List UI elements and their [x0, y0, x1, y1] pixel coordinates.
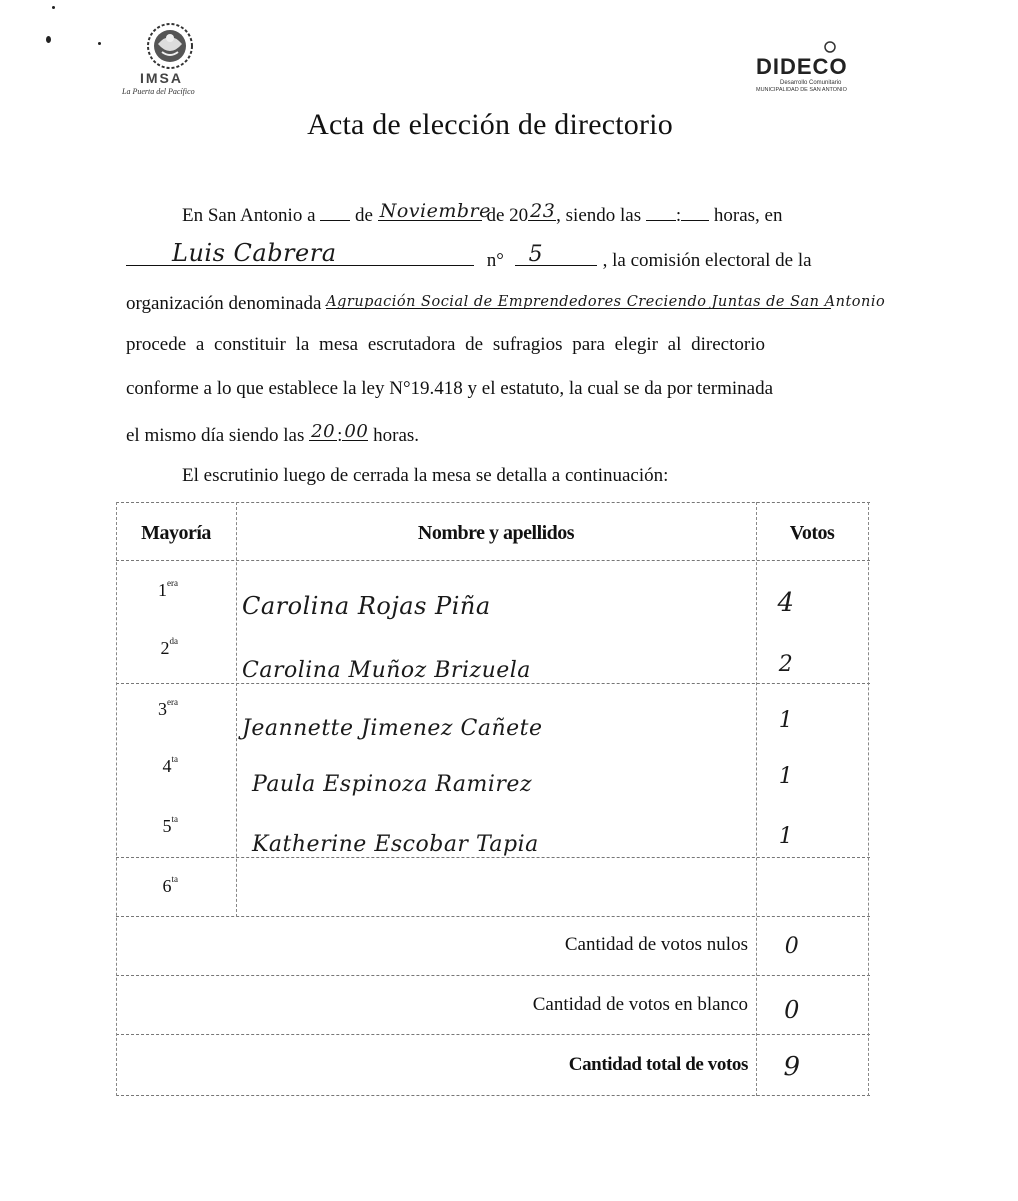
text-mismo-dia: el mismo día siendo las — [126, 425, 305, 446]
dideco-logo — [752, 40, 862, 100]
scan-speck — [52, 6, 55, 9]
text-colon-2: : — [337, 425, 343, 446]
text-en-san-antonio: En San Antonio a — [182, 205, 316, 226]
number-handwritten: 5 — [528, 242, 544, 267]
end-minute-field — [342, 422, 368, 441]
page-title: Acta de elección de directorio — [307, 108, 673, 141]
text-siendo-las: , siendo las — [556, 205, 642, 226]
total-votes-value: 9 — [783, 1052, 801, 1082]
candidate-votes: 2 — [778, 652, 794, 677]
street-handwritten: Luis Cabrera — [172, 239, 337, 267]
text-de: de — [355, 205, 373, 226]
scan-speck — [46, 36, 51, 43]
candidate-name: Paula Espinoza Ramirez — [252, 772, 533, 797]
number-field — [515, 242, 597, 267]
organization-line — [126, 290, 886, 315]
organization-field — [326, 290, 886, 310]
table-border-left — [116, 502, 117, 1096]
candidate-votes: 4 — [777, 588, 795, 618]
text-escrutinio: El escrutinio luego de cerrada la mesa se detalla a continuación: — [182, 465, 669, 486]
text-colon: : — [675, 205, 682, 226]
table-column-divider — [236, 502, 237, 917]
dideco-subtitle-2: MUNICIPALIDAD DE SAN ANTONIO — [756, 87, 847, 93]
text-numero: n° — [486, 250, 504, 271]
dideco-subtitle: Desarrollo Comunitario — [780, 80, 842, 86]
text-horas-en: horas, en — [713, 205, 783, 226]
dideco-mark-icon — [822, 40, 838, 54]
total-votes-label: Cantidad total de votos — [568, 1054, 748, 1075]
year-handwritten: 23 — [530, 200, 556, 222]
text-de-20: de 20 — [486, 205, 529, 226]
end-time-line — [126, 422, 419, 447]
street-field — [126, 239, 474, 267]
rank-2: $2^{da}$ — [160, 636, 178, 658]
end-hour-field — [309, 422, 337, 441]
results-table — [116, 502, 870, 1096]
text-horas: horas. — [373, 425, 420, 446]
candidate-name: Jeannette Jimenez Cañete — [242, 716, 543, 741]
rank-3: $3^{era}$ — [158, 697, 178, 719]
year-field — [528, 202, 556, 221]
text-organizacion: organización denominada — [126, 293, 322, 314]
candidate-name: Carolina Rojas Piña — [242, 592, 491, 620]
table-border-right — [868, 502, 869, 1096]
dideco-wordmark: DIDECO — [756, 54, 848, 79]
month-field — [378, 200, 491, 222]
rank-1: $1^{era}$ — [158, 578, 178, 600]
blank-votes-value: 0 — [784, 996, 800, 1024]
start-minute-blank — [681, 202, 709, 221]
text-line-procede: procede a constituir la mesa escrutadora de sufragios para elegir al directorio — [126, 334, 765, 355]
candidate-votes: 1 — [778, 708, 794, 733]
municipality-logo — [118, 14, 218, 100]
start-hour-blank — [646, 202, 676, 221]
end-hour-handwritten: 20 — [311, 421, 336, 442]
blank-votes-label: Cantidad de votos en blanco — [532, 994, 748, 1015]
col-header-nombre: Nombre y apellidos — [417, 522, 575, 544]
day-blank — [320, 202, 350, 221]
candidate-votes: 1 — [778, 824, 794, 849]
month-handwritten: Noviembre — [379, 200, 491, 222]
candidate-votes: 1 — [778, 764, 794, 789]
address-line — [126, 239, 812, 272]
end-minute-handwritten: 00 — [344, 421, 369, 442]
text-line-conforme: conforme a lo que establece la ley N°19.418 y el estatuto, la cual se da por terminada — [126, 378, 774, 399]
null-votes-label: Cantidad de votos nulos — [564, 934, 748, 955]
scan-speck — [98, 42, 101, 45]
null-votes-value: 0 — [784, 934, 800, 959]
text-comision: , la comisión electoral de la — [602, 250, 812, 271]
rank-5: $5^{ta}$ — [162, 814, 178, 836]
rank-6: $6^{ta}$ — [162, 874, 178, 896]
col-header-mayoria: Mayoría — [141, 522, 211, 544]
date-line — [182, 202, 783, 227]
candidate-name: Carolina Muñoz Brizuela — [242, 658, 531, 683]
organization-handwritten: Agrupación Social de Emprendedores Creciendo Juntas de San Antonio — [326, 294, 886, 310]
rank-4: $4^{ta}$ — [162, 754, 178, 776]
logo-wordmark: IMSA — [140, 70, 183, 86]
col-header-votos: Votos — [789, 522, 835, 544]
candidate-name: Katherine Escobar Tapia — [252, 832, 539, 857]
logo-tagline: La Puerta del Pacífico — [122, 87, 195, 96]
